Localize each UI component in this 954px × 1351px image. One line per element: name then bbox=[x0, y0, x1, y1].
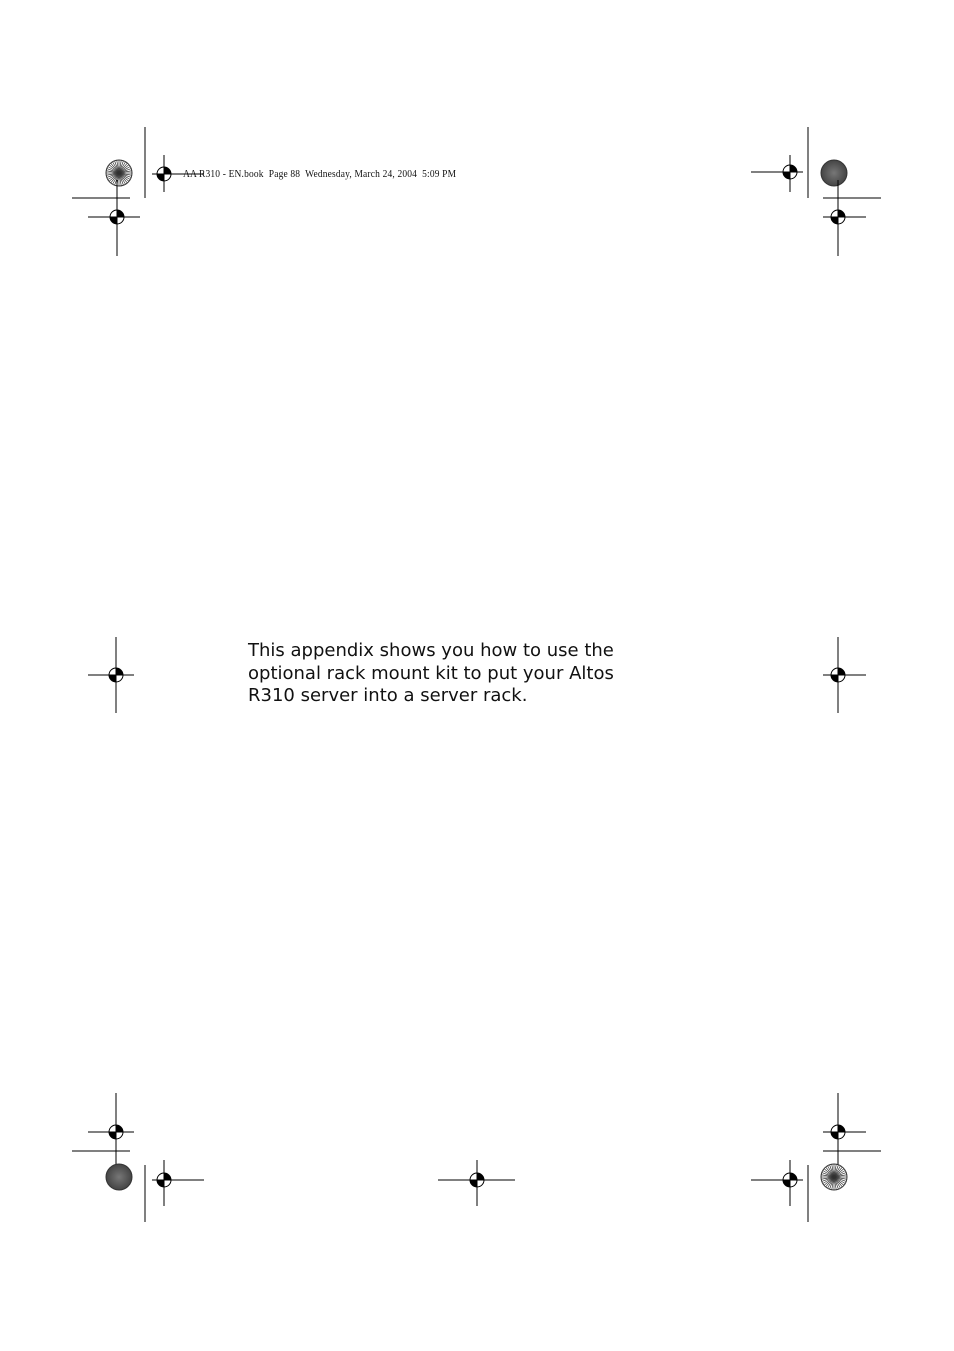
registration-mark-bottom-right-inner-icon bbox=[831, 1125, 845, 1139]
registration-mark-top-right-inner-icon bbox=[831, 210, 845, 224]
registration-mark-middle-left-icon bbox=[109, 668, 123, 682]
registration-mark-bottom-center-icon bbox=[470, 1173, 484, 1187]
print-header-slug: AA R310 - EN.book Page 88 Wednesday, March 24, 2004 5:09 PM bbox=[183, 168, 457, 180]
starburst-bottom-right-icon bbox=[821, 1164, 847, 1190]
dark-disc-top-right-icon bbox=[821, 160, 847, 186]
appendix-intro-paragraph bbox=[248, 640, 668, 708]
registration-mark-top-left-inner-icon bbox=[110, 210, 124, 224]
registration-mark-bottom-right-icon bbox=[783, 1173, 797, 1187]
paragraph-line: R310 server into a server rack. bbox=[248, 685, 528, 706]
registration-mark-middle-right-icon bbox=[831, 668, 845, 682]
registration-mark-bottom-left-icon bbox=[157, 1173, 171, 1187]
registration-mark-top-right-icon bbox=[783, 165, 797, 179]
starburst-top-left-icon bbox=[106, 160, 132, 186]
paragraph-line: optional rack mount kit to put your Altos bbox=[248, 662, 614, 684]
paragraph-line: This appendix shows you how to use the bbox=[248, 640, 614, 661]
registration-mark-bottom-left-inner-icon bbox=[109, 1125, 123, 1139]
registration-mark-top-left-icon bbox=[157, 167, 171, 181]
dark-disc-bottom-left-icon bbox=[106, 1164, 132, 1190]
